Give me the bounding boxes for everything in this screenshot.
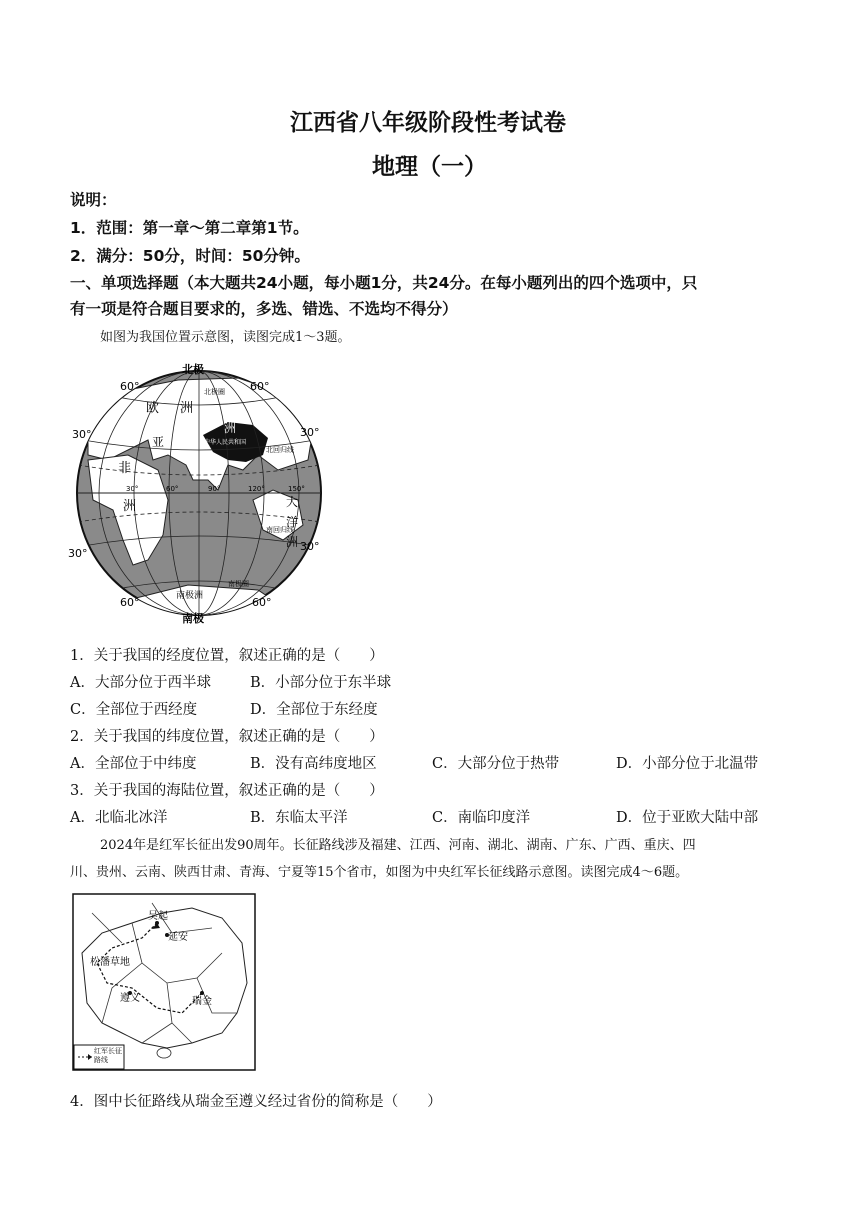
label-europe-2: 洲 [180,401,194,416]
question-3-option-b: B．东临太平洋 [250,810,348,826]
label-antarctica: 南极洲 [176,591,204,601]
label-songpan: 松潘草地 [90,957,130,968]
label-asia-2: 洲 [224,421,237,435]
notes-heading: 说明： [70,191,117,209]
label-lon-90: 90° [208,485,221,493]
page-subtitle: 地理（一） [372,154,487,180]
label-arctic-circle: 北极圈 [204,388,225,396]
question-1-option-c: C．全部位于西经度 [70,702,198,718]
label-lat-30-nw: 30° [72,428,92,441]
label-asia-1: 亚 [152,435,165,449]
label-africa-2: 洲 [123,499,137,514]
label-lon-30: 30° [126,485,139,493]
label-tropic-south: 南回归线 [266,526,294,534]
label-south-pole: 南极 [182,612,204,625]
label-lat-60-se: 60° [252,596,272,609]
intro-long-march-line2: 川、贵州、云南、陕西甘肃、青海、宁夏等15个省市，如图为中央红军长征线路示意图。读图完成4～6题。 [70,865,689,880]
label-europe-1: 欧 [146,401,160,416]
label-route-legend: 红军长征路线 [94,1047,122,1064]
label-tropic-north: 北回归线 [266,446,294,454]
label-zunyi: 遵义 [120,993,140,1004]
question-4-stem: 4．图中长征路线从瑞金至遵义经过省份的简称是（ ） [70,1094,442,1110]
label-lat-30-se: 30° [300,540,320,553]
label-antarctic-circle: 南极圈 [228,580,249,588]
label-north-pole: 北极 [182,363,204,376]
label-lon-60: 60° [166,485,179,493]
label-wuqi: 吴起 [148,911,168,922]
label-oceania-3: 洲 [286,535,299,549]
question-1-option-a: A．大部分位于西半球 [70,675,211,691]
label-ruijin: 瑞金 [192,996,212,1007]
question-3-option-d: D．位于亚欧大陆中部 [616,810,759,826]
label-china: 中华人民共和国 [204,439,247,446]
question-2-option-d: D．小部分位于北温带 [616,756,759,772]
label-lon-120: 120° [248,485,265,493]
page-title: 江西省八年级阶段性考试卷 [290,110,566,136]
label-lat-60-nw: 60° [120,380,140,393]
label-lat-60-ne: 60° [250,380,270,393]
globe-map [68,360,330,626]
label-lat-30-ne: 30° [300,426,320,439]
label-oceania-1: 大 [286,495,299,509]
label-lon-150: 150° [288,485,305,493]
section-heading-line1: 一、单项选择题（本大题共24小题，每小题1分，共24分。在每小题列出的四个选项中，只 [70,274,698,292]
label-oceania-2: 洋 [286,515,299,529]
long-march-route-map [72,893,256,1071]
section-heading-line2: 有一项是符合题目要求的，多选、错选、不选均不得分） [70,300,458,318]
question-2-stem: 2．关于我国的纬度位置，叙述正确的是（ ） [70,729,384,745]
question-3-stem: 3．关于我国的海陆位置，叙述正确的是（ ） [70,783,384,799]
label-lat-30-sw: 30° [68,547,88,560]
intro-globe: 如图为我国位置示意图，读图完成1～3题。 [100,330,351,345]
question-3-option-c: C．南临印度洋 [432,810,531,826]
question-2-option-c: C．大部分位于热带 [432,756,560,772]
question-3-option-a: A．北临北冰洋 [70,810,168,826]
question-1-stem: 1．关于我国的经度位置，叙述正确的是（ ） [70,648,384,664]
question-2-option-a: A．全部位于中纬度 [70,756,197,772]
note-score: 2．满分：50分，时间：50分钟。 [70,247,310,265]
question-1-option-b: B．小部分位于东半球 [250,675,392,691]
label-lat-60-sw: 60° [120,596,140,609]
intro-long-march-line1: 2024年是红军长征出发90周年。长征路线涉及福建、江西、河南、湖北、湖南、广东、广西、重庆、四 [100,838,696,853]
label-yanan: 延安 [168,932,188,943]
note-scope: 1．范围：第一章～第二章第1节。 [70,219,309,237]
question-1-option-d: D．全部位于东经度 [250,702,378,718]
question-2-option-b: B．没有高纬度地区 [250,756,377,772]
label-africa-1: 非 [118,461,132,476]
